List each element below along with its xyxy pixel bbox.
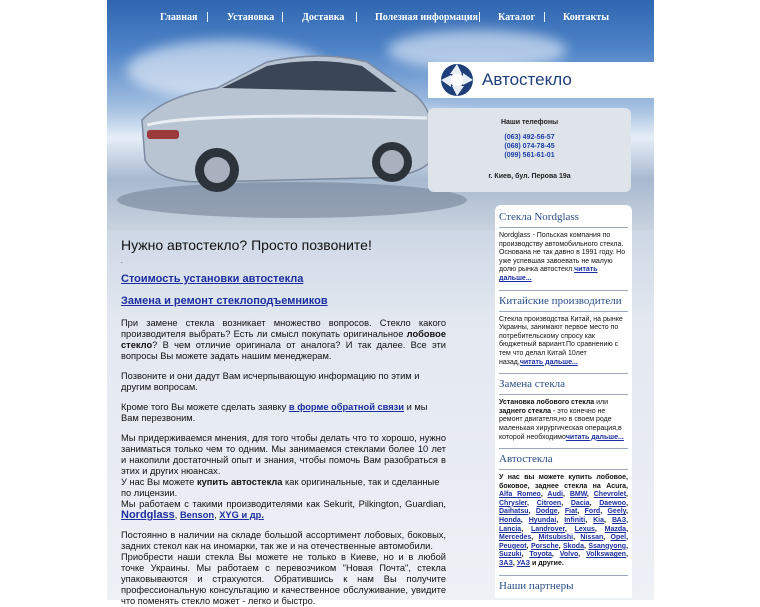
paragraph: Мы работаем с такими производителями как Sekurit, Pilkington, Guardian, Nordglass, Benson, XYG и др.: [121, 499, 446, 521]
brand-link[interactable]: Citroen: [536, 499, 562, 507]
brand-link[interactable]: Mazda: [604, 525, 627, 533]
sidebar-card-title[interactable]: Китайские производители: [499, 294, 622, 307]
read-more-link[interactable]: читать дальше...: [519, 358, 578, 366]
paragraph: Мы придерживаемся мнения, для того чтобы делать что то хорошо, нужно заниматься только чем то одним. Мы занимаемся стеклами более 10 лет и накопили достаточный опыт и знания, чтобы помочь Вам разобраться в этих и других нюансах.: [121, 433, 446, 476]
brand-link[interactable]: Hyundai: [528, 517, 557, 525]
brand-link[interactable]: Daewoo: [599, 499, 627, 507]
page-title: Нужно автостекло? Просто позвоните!: [121, 237, 372, 253]
divider: [499, 394, 628, 395]
brand-link[interactable]: УАЗ: [516, 560, 530, 568]
feedback-form-link[interactable]: в форме обратной связи: [288, 402, 405, 412]
logo-text: Автостекло: [482, 70, 572, 89]
divider: [499, 575, 628, 576]
brand-link[interactable]: Toyota: [529, 551, 552, 559]
nav-separator: [479, 12, 480, 22]
nav-item-contacts[interactable]: Контакты: [563, 12, 610, 23]
nav-separator: [544, 12, 545, 22]
brand-link[interactable]: Landrover: [530, 525, 565, 533]
brand-link[interactable]: Alfa Romeo: [499, 491, 541, 499]
phones-box: [428, 108, 631, 192]
paragraph: Позвоните и они дадут Вам исчерпывающую информацию по этим и другим вопросам.: [121, 371, 420, 392]
divider: [499, 469, 628, 470]
sidebar-card-title[interactable]: Стекла Nordglass: [499, 211, 579, 223]
brand-link[interactable]: Ssangyong: [588, 542, 627, 550]
brand-link[interactable]: Audi: [547, 491, 563, 499]
paragraph: При замене стекла возникает множество вопросов. Стекло какого производителя выбрать? Есть ли смысл покупать оригинальное лобовое стекло? В чем отличие оригинала от аналога? И так далее. Все эти вопросы Вы можете задать нашим менеджерам.: [121, 318, 446, 361]
nav-separator: [207, 12, 208, 22]
brand-link[interactable]: Volkswagen: [586, 551, 627, 559]
xyg-link[interactable]: XYG и др.: [219, 510, 264, 520]
brand-link[interactable]: Daihatsu: [499, 508, 529, 516]
read-more-link[interactable]: читать дальше...: [565, 433, 624, 441]
nordglass-link[interactable]: Nordglass: [121, 509, 175, 521]
main-content: [121, 237, 446, 607]
brand-link[interactable]: Suzuki: [499, 551, 522, 559]
nav-separator: [356, 12, 357, 22]
brand-link[interactable]: ВАЗ: [611, 517, 627, 525]
nav-item-home[interactable]: Главная: [160, 12, 198, 23]
address: г. Киев, бул. Перова 19а: [488, 173, 571, 180]
divider: [499, 448, 628, 449]
paragraph: У нас Вы можете купить автостекла как оригинальные, так и сделанные по лицензии.: [121, 477, 440, 498]
brand-link[interactable]: Mercedes: [499, 534, 532, 542]
brand-link[interactable]: Lexus: [574, 525, 595, 533]
brand-link[interactable]: Dodge: [535, 508, 558, 516]
brand-link[interactable]: Fiat: [564, 508, 578, 516]
brand-link[interactable]: Opel: [610, 534, 627, 542]
brand-link[interactable]: Geely: [607, 508, 627, 516]
benson-link[interactable]: Benson: [179, 510, 215, 520]
divider: [499, 290, 628, 291]
phone-number[interactable]: (068) 074-78-45: [504, 143, 555, 150]
sidebar-card-title[interactable]: Автостекла: [499, 453, 553, 466]
paragraph: Кроме того Вы можете сделать заявку в форме обратной связи и мы Вам перезвоним.: [121, 402, 428, 423]
logo-aperture-icon: [440, 63, 474, 97]
nav-item-delivery[interactable]: Доставка: [302, 12, 345, 23]
nav-separator: [282, 12, 283, 22]
divider: [499, 373, 628, 374]
brand-link[interactable]: Lancia: [499, 525, 522, 533]
brand-link[interactable]: Ford: [584, 508, 601, 516]
nav-item-installation[interactable]: Установка: [227, 12, 275, 23]
sidebar: [495, 205, 632, 598]
sidebar-card-text: Nordglass - Польская компания по производству автомобильного стекла. Основана не так давно в 1991 году. Но уже успевшая завоевать не малую долю рынка автостекл.читать дальше...: [499, 232, 626, 282]
phone-number[interactable]: (099) 561-61-01: [504, 152, 555, 159]
sidebar-card-text: Установка лобового стекла или заднего стекла - это конечно не ремонт двигателя,но в своем роде маленькая хирургическая операция,в которой необходимочитать дальше...: [499, 399, 624, 441]
brand-link[interactable]: BMW: [569, 491, 587, 499]
logo[interactable]: [428, 62, 654, 98]
brand-link[interactable]: Nissan: [580, 534, 604, 542]
window-regulator-link[interactable]: Замена и ремонт стеклоподъемников: [121, 295, 328, 307]
brand-link[interactable]: Honda: [499, 517, 521, 525]
brand-link[interactable]: Volvo: [559, 551, 579, 559]
read-more-link[interactable]: читать дальше...: [499, 266, 598, 282]
brands-list: У нас вы можете купить лобовое, боковое, заднее стекла на Acura, Alfa Romeo, Audi, BMW, Chevrolet, Chrysler, Citroen, Dacia, Daewoo, Daihatsu, Dodge, Fiat, Ford, Geely, Honda, Hyundai, Infiniti, Kia, ВАЗ, Lancia, Landrover, Lexus, Mazda, Mercedes, Mitsubishi, Nissan, Opel, Peugeot, Porsche, Skoda, Ssangyong, Suzuki, Toyota, Volvo, Volkswagen, ЗАЗ, УАЗ и другие.: [499, 474, 629, 568]
install-price-link[interactable]: Стоимость установки автостекла: [121, 273, 304, 285]
phones-title: Наши телефоны: [500, 119, 559, 126]
divider: [499, 227, 628, 228]
brand-link[interactable]: Dacia: [570, 499, 590, 507]
page: [107, 0, 654, 606]
brand-link[interactable]: Skoda: [562, 542, 584, 550]
sidebar-card-nordglass: [495, 205, 632, 598]
paragraph: Приобрести наши стекла Вы можете не только в Киеве, но и в любой точке Украины. Мы работаем с перевозчиком "Новая Почта", стекла упаковываются и страхуются. Обратившись к нам Вы получите профессиональную консультацию и качественное обслуживание, увидите что поменять стекло может - легко и быстро.: [121, 552, 446, 606]
brand-link[interactable]: Chrysler: [499, 499, 528, 507]
sidebar-card-title[interactable]: Замена стекла: [499, 378, 566, 391]
nav-item-catalog[interactable]: Каталог: [498, 12, 536, 23]
sidebar-card-text: Стекла производства Китай, на рынке Украины, занимают первое место по потребительскому спросу как бюджетный вариант.По сравнению с тем что делал Китай 10лет назад,читать дальше...: [499, 315, 623, 366]
brand-link[interactable]: ЗАЗ: [499, 560, 513, 568]
brand-link[interactable]: Mitsubishi: [538, 534, 574, 542]
brand-link[interactable]: Kia: [593, 517, 605, 525]
nav-item-useful-info[interactable]: Полезная информация: [375, 12, 478, 23]
spacer-dot: .: [121, 259, 123, 265]
phone-number[interactable]: (063) 492-56-57: [504, 134, 555, 141]
brand-link[interactable]: Peugeot: [499, 542, 527, 550]
brand-link[interactable]: Chevrolet: [593, 491, 627, 499]
divider: [499, 311, 628, 312]
main-nav: [107, 0, 654, 36]
brand-link[interactable]: Porsche: [530, 542, 559, 550]
sidebar-card-title[interactable]: Наши партнеры: [499, 579, 574, 592]
paragraph: Постоянно в наличии на складе большой ассортимент лобовых, боковых, задних стекол как на иномарки, так же и на отечественные автомобили.: [121, 530, 446, 551]
brand-link[interactable]: Infiniti: [564, 517, 586, 525]
